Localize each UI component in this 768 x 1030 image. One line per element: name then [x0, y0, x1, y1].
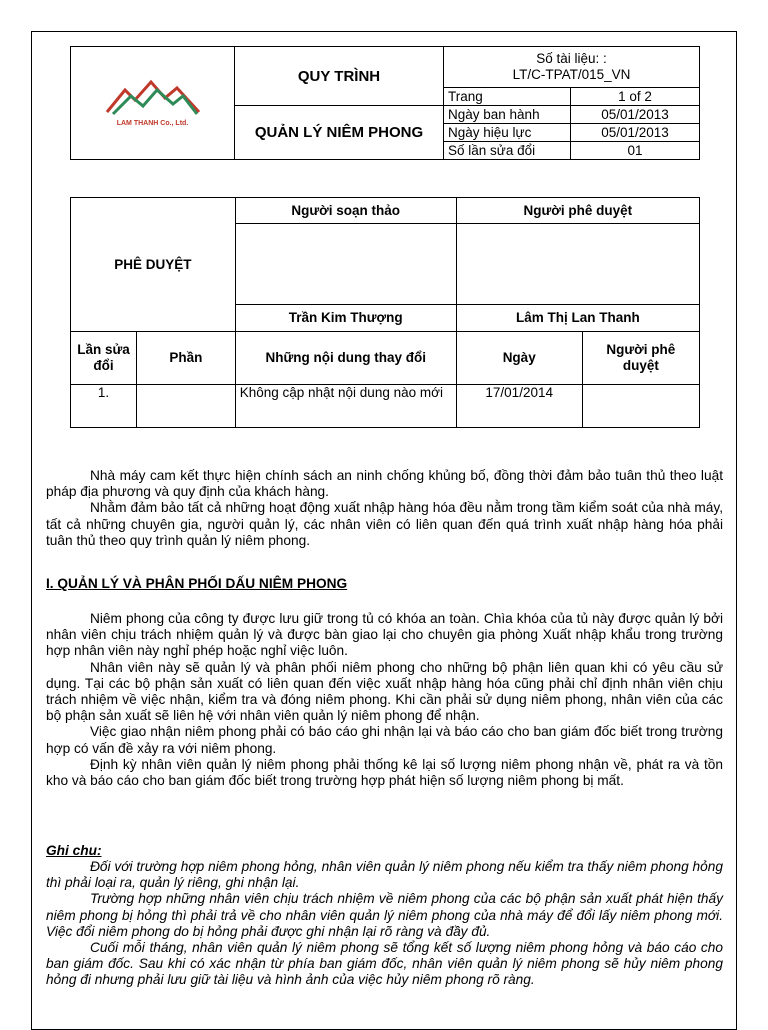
section-paragraph: Niêm phong của công ty được lưu giữ trong tủ có khóa an toàn. Chìa khóa của tủ này được quản lý bởi nhân viên chịu trách nhiệm quản lý và được bàn giao lại cho chuyên gia phòng Xuất nhập khẩu trong trường hợp nhân viên này nghỉ phép hoặc nghỉ việc luôn. — [46, 611, 723, 659]
row-approver — [582, 385, 699, 428]
meta-label-revisions: Số lần sửa đổi — [444, 142, 571, 160]
notes-block — [46, 859, 723, 989]
approver-name: Lâm Thị Lan Thanh — [456, 305, 699, 332]
doc-number-label: Số tài liệu: : — [536, 51, 607, 66]
section-heading: I. QUẢN LÝ VÀ PHÂN PHỐI DẤU NIÊM PHONG — [46, 576, 348, 591]
col-revision: Lần sửa đổi — [71, 332, 137, 385]
section-paragraph: Nhân viên này sẽ quản lý và phân phối niêm phong cho những bộ phận liên quan khi có yêu cầu sử dụng. Tại các bộ phận sản xuất có liên quan đến việc xuất nhập hàng hóa cũng phải chỉ định nhân viên chịu trách nhiệm về việc nhận, kiểm tra và đóng niêm phong. Khi cần phải sử dụng niêm phong, nhân viên của các bộ phận sản xuất sẽ liên hệ với nhân viên quản lý niêm phong để nhận. — [46, 659, 723, 724]
intro-block — [46, 468, 723, 549]
approver-signature-area — [456, 224, 699, 305]
drafter-header: Người soạn thảo — [235, 198, 456, 224]
approver-header: Người phê duyệt — [456, 198, 699, 224]
row-revision: 1. — [71, 385, 137, 428]
col-date: Ngày — [456, 332, 582, 385]
note-paragraph: Cuối mỗi tháng, nhân viên quản lý niêm phong sẽ tổng kết số lượng niêm phong hỏng và báo cáo cho ban giám đốc. Sau khi có xác nhận từ phía ban giám đốc, nhân viên quản lý niêm phong sẽ hủy niêm phong hỏng đi nhưng phải lưu giữ tài liệu và hình ảnh của việc hủy niêm phong rõ ràng. — [46, 940, 723, 988]
note-paragraph: Đối với trường hợp niêm phong hỏng, nhân viên quản lý niêm phong nếu kiểm tra thấy niêm phong hỏng thì phải loại ra, quản lý riêng, ghi nhận lại. — [46, 859, 723, 891]
row-date: 17/01/2014 — [456, 385, 582, 428]
col-approver: Người phê duyệt — [582, 332, 699, 385]
logo-cell — [71, 47, 235, 160]
drafter-signature-area — [235, 224, 456, 305]
section1-block — [46, 611, 723, 789]
doc-title: QUẢN LÝ NIÊM PHONG — [235, 106, 444, 160]
approval-table — [70, 197, 700, 428]
header-table — [70, 46, 700, 160]
col-changes: Những nội dung thay đổi — [235, 332, 456, 385]
logo-text: LAM THANH Co., Ltd. — [116, 119, 189, 127]
meta-value-effective: 05/01/2013 — [571, 124, 700, 142]
row-changes: Không cập nhật nội dung nào mới — [235, 385, 456, 428]
approval-label: PHÊ DUYỆT — [71, 198, 236, 332]
notes-heading: Ghi chu: — [46, 843, 102, 858]
section-paragraph: Việc giao nhận niêm phong phải có báo cáo ghi nhận lại và báo cáo cho ban giám đốc biết trong trường hợp có vấn đề xảy ra với niêm phong. — [46, 724, 723, 756]
doc-number-cell — [444, 47, 700, 88]
note-paragraph: Trường hợp những nhân viên chịu trách nhiệm về niêm phong của các bộ phận sản xuất phát hiện thấy niêm phong bị hỏng thì phải trả về cho nhân viên quản lý niêm phong của nhà máy để đổi lấy niêm phong mới. Việc đổi niêm phong do bị hỏng phải được ghi nhận lại rõ ràng và đầy đủ. — [46, 891, 723, 939]
section-paragraph: Định kỳ nhân viên quản lý niêm phong phải thống kê lại số lượng niêm phong nhận về, phát ra và tồn kho và báo cáo cho ban giám đốc biết trong trường hợp phát hiện số lượng niêm phong bị mất. — [46, 756, 723, 789]
intro-paragraph: Nhằm đảm bảo tất cả những hoạt động xuất nhập hàng hóa đều nằm trong tầm kiểm soát của nhà máy, tất cả những chuyên gia, người quản lý, các nhân viên có liên quan đến quá trình xuất nhập hàng hóa phải tuân thủ theo quy trình quản lý niêm phong. — [46, 500, 723, 548]
row-section — [137, 385, 236, 428]
col-section: Phần — [137, 332, 236, 385]
doc-number-value: LT/C-TPAT/015_VN — [512, 67, 631, 82]
meta-label-effective: Ngày hiệu lực — [444, 124, 571, 142]
meta-value-revisions: 01 — [571, 142, 700, 160]
mountain-logo-icon — [103, 76, 203, 116]
meta-label-issue: Ngày ban hành — [444, 106, 571, 124]
meta-value-issue: 05/01/2013 — [571, 106, 700, 124]
meta-label-page: Trang — [444, 88, 571, 106]
doc-type-title: QUY TRÌNH — [235, 47, 444, 106]
meta-value-page: 1 of 2 — [571, 88, 700, 106]
drafter-name: Trần Kim Thượng — [235, 305, 456, 332]
intro-paragraph: Nhà máy cam kết thực hiện chính sách an ninh chống khủng bố, đồng thời đảm bảo tuân thủ theo luật pháp địa phương và quy định của khách hàng. — [46, 468, 723, 500]
